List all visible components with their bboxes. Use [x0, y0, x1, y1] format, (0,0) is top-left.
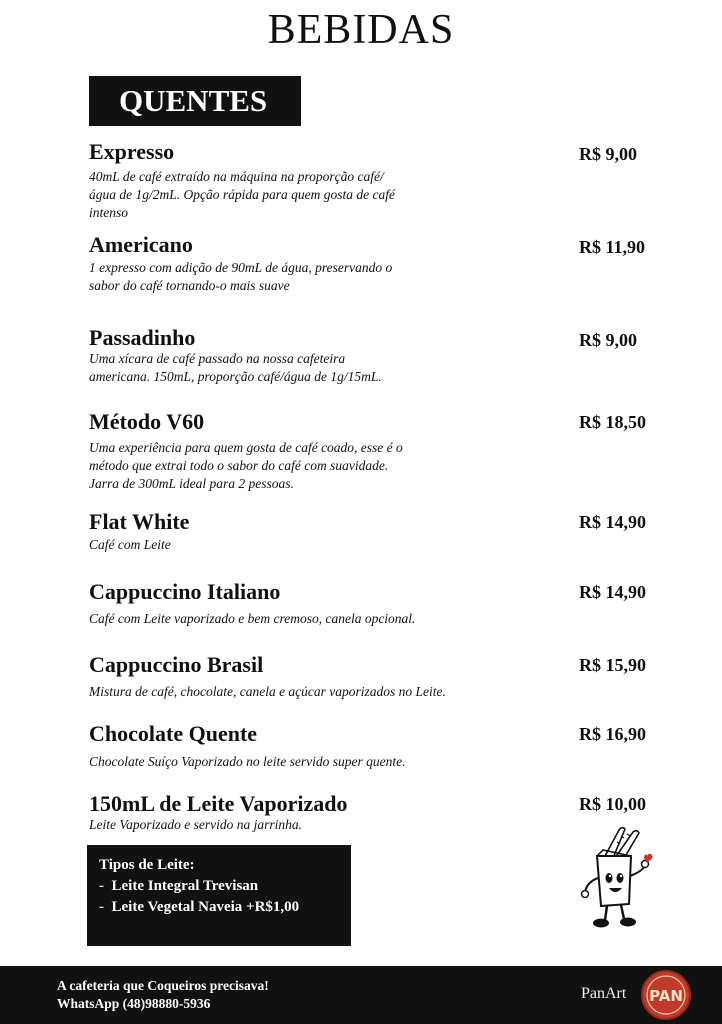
menu-item-metodo-v60: [89, 410, 689, 493]
item-price: R$ 10,00: [579, 794, 646, 814]
menu-item-flat-white: [89, 510, 689, 554]
item-name: Chocolate Quente: [89, 721, 258, 746]
item-price: R$ 15,90: [579, 655, 646, 675]
menu-item-passadinho: [89, 326, 689, 386]
menu-item-chocolate-quente: [89, 722, 689, 771]
footer-info: [57, 977, 269, 1013]
milk-option: - Leite Vegetal Naveia +R$1,00: [99, 897, 351, 918]
item-price: R$ 9,00: [579, 144, 637, 164]
menu-item-cappuccino-italiano: [89, 580, 689, 628]
item-name: Expresso: [89, 139, 175, 164]
item-price: R$ 14,90: [579, 512, 646, 532]
milk-options-box: [87, 845, 351, 946]
menu-item-expresso: [89, 140, 689, 222]
logo-text: PAN: [649, 987, 683, 1005]
item-description: Chocolate Suíço Vaporizado no leite servido super quente.: [89, 754, 406, 769]
item-description: Mistura de café, chocolate, canela e açúcar vaporizados no Leite.: [89, 684, 446, 699]
bread-bag-mascot-icon: [575, 826, 655, 932]
item-description: 1 expresso com adição de 90mL de água, preservando o sabor do café tornando-o mais suave: [89, 260, 393, 293]
item-name: Flat White: [89, 509, 190, 534]
milk-options-title: Tipos de Leite:: [99, 857, 195, 873]
item-price: R$ 14,90: [579, 582, 646, 602]
item-price: R$ 11,90: [579, 237, 646, 257]
item-price: R$ 16,90: [579, 724, 646, 744]
item-description: Café com Leite: [89, 537, 171, 552]
item-name: Método V60: [89, 409, 205, 434]
brand-name: PanArt: [581, 985, 627, 1002]
section-title-quentes: QUENTES: [89, 76, 301, 126]
item-description: Leite Vaporizado e servido na jarrinha.: [89, 817, 302, 832]
item-description: Uma xícara de café passado na nossa cafeteira americana. 150mL, proporção café/água de 1g/15mL.: [89, 351, 382, 384]
footer-whatsapp[interactable]: WhatsApp (48)98880-5936: [57, 996, 211, 1011]
item-description: Uma experiência para quem gosta de café coado, esse é o método que extrai todo o sabor do café com suavidade. Jarra de 300mL ideal para 2 pessoas.: [89, 440, 403, 491]
item-name: Passadinho: [89, 325, 196, 350]
item-name: Cappuccino Brasil: [89, 652, 264, 677]
menu-item-americano: [89, 233, 689, 295]
panart-logo-icon: [640, 969, 692, 1021]
item-name: Cappuccino Italiano: [89, 579, 281, 604]
item-price: R$ 9,00: [579, 330, 637, 350]
menu-item-cappuccino-brasil: [89, 653, 689, 701]
footer-tagline: A cafeteria que Coqueiros precisava!: [57, 978, 269, 993]
item-name: 150mL de Leite Vaporizado: [89, 791, 348, 816]
item-name: Americano: [89, 232, 193, 257]
page-title: BEBIDAS: [267, 7, 455, 53]
item-description: Café com Leite vaporizado e bem cremoso, canela opcional.: [89, 611, 416, 626]
milk-options-list: [99, 876, 351, 918]
item-price: R$ 18,50: [579, 412, 646, 432]
milk-option: - Leite Integral Trevisan: [99, 876, 351, 897]
item-description: 40mL de café extraído na máquina na proporção café/água de 1g/2mL. Opção rápida para quem gosta de café intenso: [89, 169, 395, 220]
footer: [0, 966, 722, 1024]
